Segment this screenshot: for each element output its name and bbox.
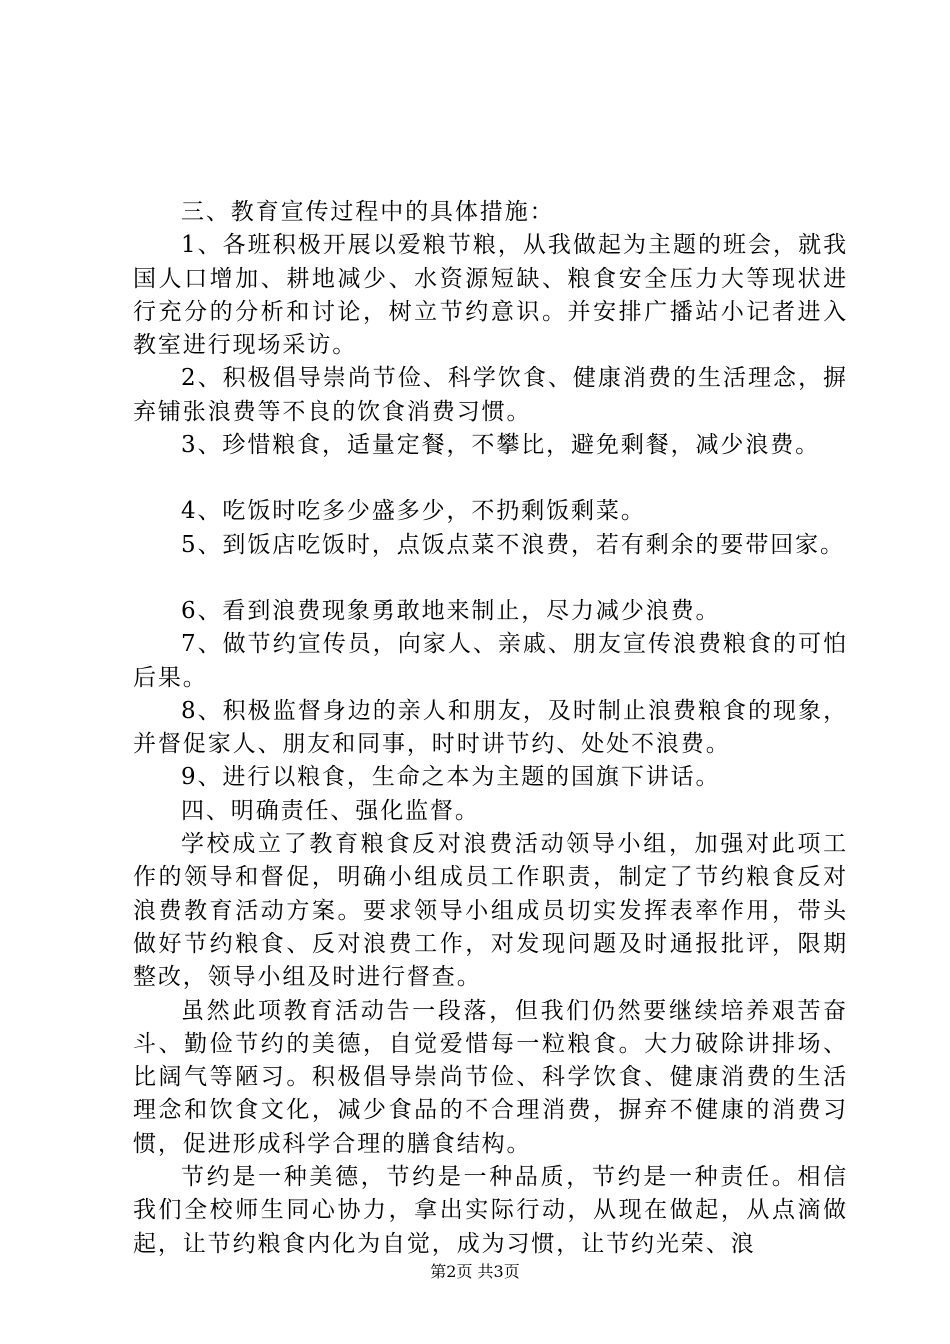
paragraph-measure-1: 1、各班积极开展以爱粮节粮，从我做起为主题的班会，就我国人口增加、耕地减少、水资源短缺、粮食安全压力大等现状进行充分的分析和讨论，树立节约意识。并安排广播站小记者进入教室进行现场采访。 [133, 232, 848, 359]
paragraph-conclusion: 节约是一种美德，节约是一种品质，节约是一种责任。相信我们全校师生同心协力，拿出实际行动，从现在做起，从点滴做起，让节约粮食内化为自觉，成为习惯，让节约光荣、浪 [133, 1164, 848, 1257]
paragraph-leadership-group: 学校成立了教育粮食反对浪费活动领导小组，加强对此项工作的领导和督促，明确小组成员工作职责，制定了节约粮食反对浪费教育活动方案。要求领导小组成员切实发挥表率作用，带头做好节约粮食、反对浪费工作，对发现问题及时通报批评，限期整改，领导小组及时进行督查。 [133, 831, 848, 991]
paragraph-measure-6: 6、看到浪费现象勇敢地来制止，尽力减少浪费。 [181, 597, 721, 624]
paragraph-continuation: 虽然此项教育活动告一段落，但我们仍然要继续培养艰苦奋斗、勤俭节约的美德，自觉爱惜每一粒粮食。大力破除讲排场、比阔气等陋习。积极倡导崇尚节俭、科学饮食、健康消费的生活理念和饮食文化，减少食品的不合理消费，摒弃不健康的消费习惯，促进形成科学合理的膳食结构。 [133, 997, 848, 1157]
document-body [133, 196, 848, 1261]
paragraph-measure-7: 7、做节约宣传员，向家人、亲戚、朋友宣传浪费粮食的可怕后果。 [133, 631, 848, 691]
page-number-footer: 第2页 共3页 [430, 1262, 520, 1281]
paragraph-section-four-heading: 四、明确责任、强化监督。 [181, 797, 480, 824]
paragraph-measure-2: 2、积极倡导崇尚节俭、科学饮食、健康消费的生活理念，摒弃铺张浪费等不良的饮食消费习惯。 [133, 365, 848, 425]
paragraph-section-three-heading: 三、教育宣传过程中的具体措施： [181, 199, 555, 225]
paragraph-measure-5: 5、到饭店吃饭时，点饭点菜不浪费，若有剩余的要带回家。 [181, 531, 845, 558]
paragraph-measure-3: 3、珍惜粮食，适量定餐，不攀比，避免剩餐，减少浪费。 [181, 432, 821, 459]
paragraph-measure-4: 4、吃饭时吃多少盛多少，不扔剩饭剩菜。 [181, 498, 646, 525]
paragraph-measure-9: 9、进行以粮食，生命之本为主题的国旗下讲话。 [181, 764, 721, 791]
paragraph-measure-8: 8、积极监督身边的亲人和朋友，及时制止浪费粮食的现象，并督促家人、朋友和同事，时时讲节约、处处不浪费。 [133, 697, 848, 758]
